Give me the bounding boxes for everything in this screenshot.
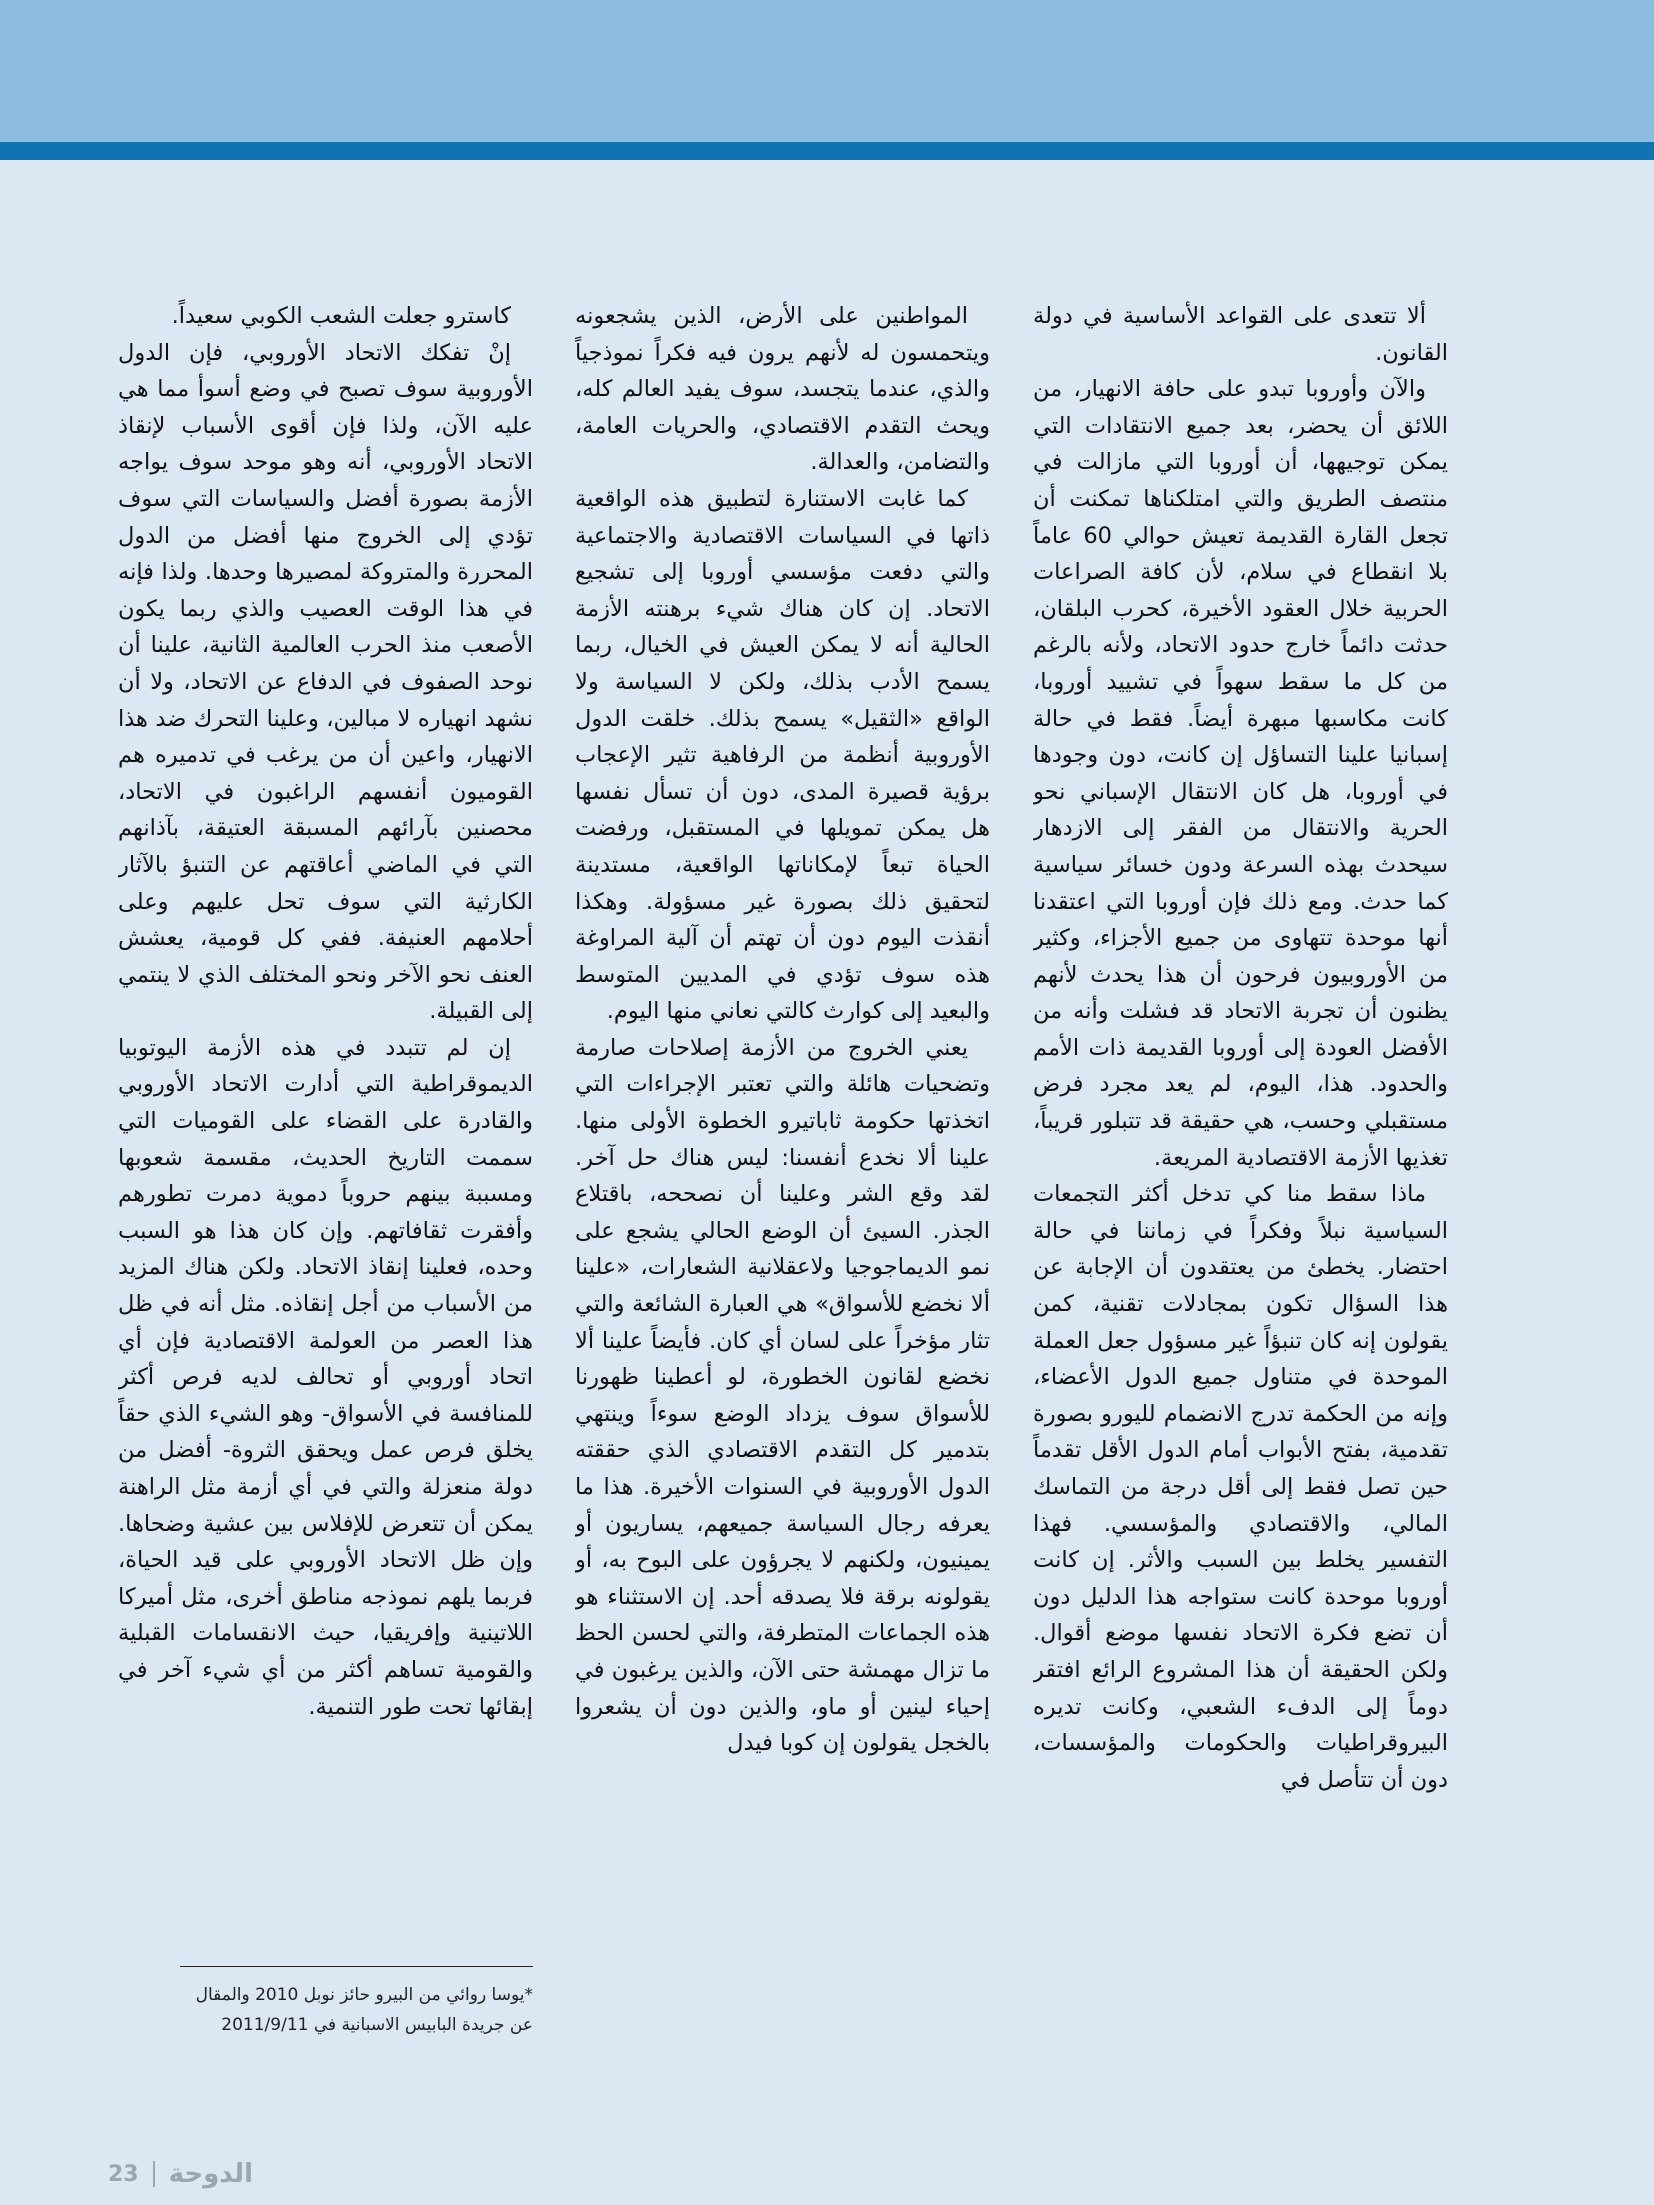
article-column-2 — [575, 298, 990, 2058]
paragraph: إن لم تتبدد في هذه الأزمة اليوتوبيا الديموقراطية التي أدارت الاتحاد الأوروبي والقادرة على القضاء على القوميات التي سممت التاريخ الحديث، مقسمة شعوبها ومسببة بينهم حروباً دموية دمرت تطورهم وأفقرت ثقافاتهم. وإن كان هذا هو السبب وحده، فعلينا إنقاذ الاتحاد. ولكن هناك المزيد من الأسباب من أجل إنقاذه. مثل أنه في ظل هذا العصر من العولمة الاقتصادية فإن أي اتحاد أوروبي أو تحالف لديه فرص أكثر للمنافسة في الأسواق- وهو الشيء الذي حقاً يخلق فرص عمل ويحقق الثروة- أفضل من دولة منعزلة والتي في أي أزمة مثل الراهنة يمكن أن تتعرض للإفلاس بين عشية وضحاها. وإن ظل الاتحاد الأوروبي على قيد الحياة، فربما يلهم نموذجه مناطق أخرى، مثل أميركا اللاتينية وإفريقيا، حيث الانقسامات القبلية والقومية تساهم أكثر من أي شيء آخر في إبقائها تحت طور التنمية. — [118, 1034, 533, 1720]
paragraph: كما غابت الاستنارة لتطبيق هذه الواقعية ذاتها في السياسات الاقتصادية والاجتماعية والتي دفعت مؤسسي أوروبا إلى تشجيع الاتحاد. إن كان هناك شيء برهنته الأزمة الحالية أنه لا يمكن العيش في الخيال، ربما يسمح الأدب بذلك، ولكن لا السياسة ولا الواقع «الثقيل» يسمح بذلك. خلقت الدول الأوروبية أنظمة من الرفاهية تثير الإعجاب برؤية قصيرة المدى، دون أن تسأل نفسها هل يمكن تمويلها في المستقبل، ورفضت الحياة تبعاً لإمكاناتها الواقعية، مستدينة لتحقيق ذلك بصورة غير مسؤولة. وهكذا أنقذت اليوم دون أن تهتم أن آلية المراوغة هذه سوف تؤدي في المديين المتوسط والبعيد إلى كوارث كالتي نعاني منها اليوم. — [575, 485, 990, 1025]
page-folio — [108, 2154, 253, 2194]
paragraph: يعني الخروج من الأزمة إصلاحات صارمة وتضحيات هائلة والتي تعتبر الإجراءات التي اتخذتها حكومة ثاباتيرو الخطوة الأولى منها. علينا ألا نخدع أنفسنا: ليس هناك حل آخر. لقد وقع الشر وعلينا أن نصححه، باقتلاع الجذر. السيئ أن الوضع الحالي يشجع على نمو الديماجوجيا ولاعقلانية الشعارات، «علينا ألا نخضع للأسواق» هي العبارة الشائعة والتي تثار مؤخراً على لسان أي كان. فأيضاً علينا ألا نخضع لقانون الخطورة، لو أعطينا ظهورنا للأسواق سوف يزداد الوضع سوءاً وينتهي بتدمير كل التقدم الاقتصادي الذي حققته الدول الأوروبية في السنوات الأخيرة. هذا ما يعرفه رجال السياسة جميعهم، يساريون أو يمينيون، ولكنهم لا يجرؤون على البوح به، أو يقولونه برقة فلا يصدقه أحد. إن الاستثناء هو هذه الجماعات المتطرفة، والتي لحسن الحظ ما تزال مهمشة حتى الآن، والذين يرغبون في إحياء لينين أو ماو، والذين دون أن يشعروا بالخجل يقولون إن كوبا فيدل — [575, 1034, 990, 1757]
magazine-logo: الدوحة — [168, 2159, 253, 2189]
paragraph: والآن وأوروبا تبدو على حافة الانهيار، من اللائق أن يحضر، بعد جميع الانتقادات التي يمكن توجيهها، أن أوروبا التي مازالت في منتصف الطريق والتي امتلكناها تمكنت أن تجعل القارة القديمة تعيش حوالي 60 عاماً بلا انقطاع في سلام، لأن كافة الصراعات الحربية خلال العقود الأخيرة، كحرب البلقان، حدثت دائماً خارج حدود الاتحاد، ولأنه بالرغم من كل ما سقط سهواً في تشييد أوروبا، كانت مكاسبها مبهرة أيضاً. فقط في حالة إسبانيا علينا التساؤل إن كانت، دون وجودها في أوروبا، هل كان الانتقال الإسباني نحو الحرية والانتقال من الفقر إلى الازدهار سيحدث بهذه السرعة ودون خسائر سياسية كما حدث. ومع ذلك فإن أوروبا التي اعتقدنا أنها موحدة تتهاوى من جميع الأجزاء، وكثير من الأوروبيون فرحون أن هذا يحدث لأنهم يظنون أن تجربة الاتحاد قد فشلت وأنه من الأفضل العودة إلى أوروبا القديمة ذات الأمم والحدود. هذا، اليوم، لم يعد مجرد فرض مستقبلي وحسب، هي حقيقة قد تتبلور قريباً، تغذيها الأزمة الاقتصادية المريعة. — [1033, 376, 1448, 1171]
article-column-1 — [1033, 298, 1448, 2058]
paragraph: ماذا سقط منا كي تدخل أكثر التجمعات السياسية نبلاً وفكراً في زماننا في حالة احتضار. يخطئ من يعتقدون أن الإجابة عن هذا السؤال تكون بمجادلات تقنية، كمن يقولون إنه كان تنبؤاً غير مسؤول جعل العملة الموحدة في متناول جميع الدول الأعضاء، وإنه من الحكمة تدرج الانضمام لليورو بصورة تقدمية، بفتح الأبواب أمام الدول الأقل تقدماً حين تصل فقط إلى أقل درجة من التماسك المالي، والاقتصادي والمؤسسي. فهذا التفسير يخلط بين السبب والأثر. إن كانت أوروبا موحدة كانت ستواجه هذا الدليل دون أن تضع فكرة الاتحاد نفسها موضع أقوال. ولكن الحقيقة أن هذا المشروع الرائع افتقر دوماً إلى الدفء الشعبي، وكانت تديره البيروقراطيات والحكومات والمؤسسات، دون أن تتأصل في — [1033, 1181, 1448, 1793]
footnote-divider — [180, 1966, 533, 1967]
folio-divider — [153, 2161, 155, 2187]
footnote-line: *يوسا روائي من البيرو حائز نوبل 2010 والمقال — [195, 1985, 533, 2005]
article-column-3 — [118, 298, 533, 1958]
header-rule — [0, 142, 1654, 160]
header-band — [0, 0, 1654, 142]
paragraph: المواطنين على الأرض، الذين يشجعونه ويتحمسون له لأنهم يرون فيه فكراً نموذجياً والذي، عندما يتجسد، سوف يفيد العالم كله، ويحث التقدم الاقتصادي، والحريات العامة، والتضامن، والعدالة. — [575, 303, 990, 476]
page-number: 23 — [108, 2161, 139, 2187]
paragraph: كاسترو جعلت الشعب الكوبي سعيداً. — [171, 303, 511, 329]
footnote-line: عن جريدة البابيس الاسبانية في 2011/9/11 — [221, 2015, 533, 2035]
footnote — [118, 1980, 533, 2040]
paragraph: إنْ تفكك الاتحاد الأوروبي، فإن الدول الأوروبية سوف تصبح في وضع أسوأ مما هي عليه الآن، ولذا فإن أقوى الأسباب لإنقاذ الاتحاد الأوروبي، أنه وهو موحد سوف يواجه الأزمة بصورة أفضل والسياسات التي سوف تؤدي إلى الخروج منها أفضل من الدول المحررة والمتروكة لمصيرها وحدها. ولذا فإنه في هذا الوقت العصيب والذي ربما يكون الأصعب منذ الحرب العالمية الثانية، علينا أن نوحد الصفوف في الدفاع عن الاتحاد، ولا أن نشهد انهياره لا مبالين، وعلينا التحرك ضد هذا الانهيار، واعين أن من يرغب في تدميره هم القوميون أنفسهم الراغبون في الاتحاد، محصنين بآرائهم المسبقة العتيقة، بآذانهم التي في الماضي أعاقتهم عن التنبؤ بالآثار الكارثية التي سوف تحل عليهم وعلى أحلامهم العنيفة. ففي كل قومية، يعشش العنف نحو الآخر ونحو المختلف الذي لا ينتمي إلى القبيلة. — [118, 339, 533, 1025]
paragraph: ألا تتعدى على القواعد الأساسية في دولة القانون. — [1033, 303, 1448, 366]
